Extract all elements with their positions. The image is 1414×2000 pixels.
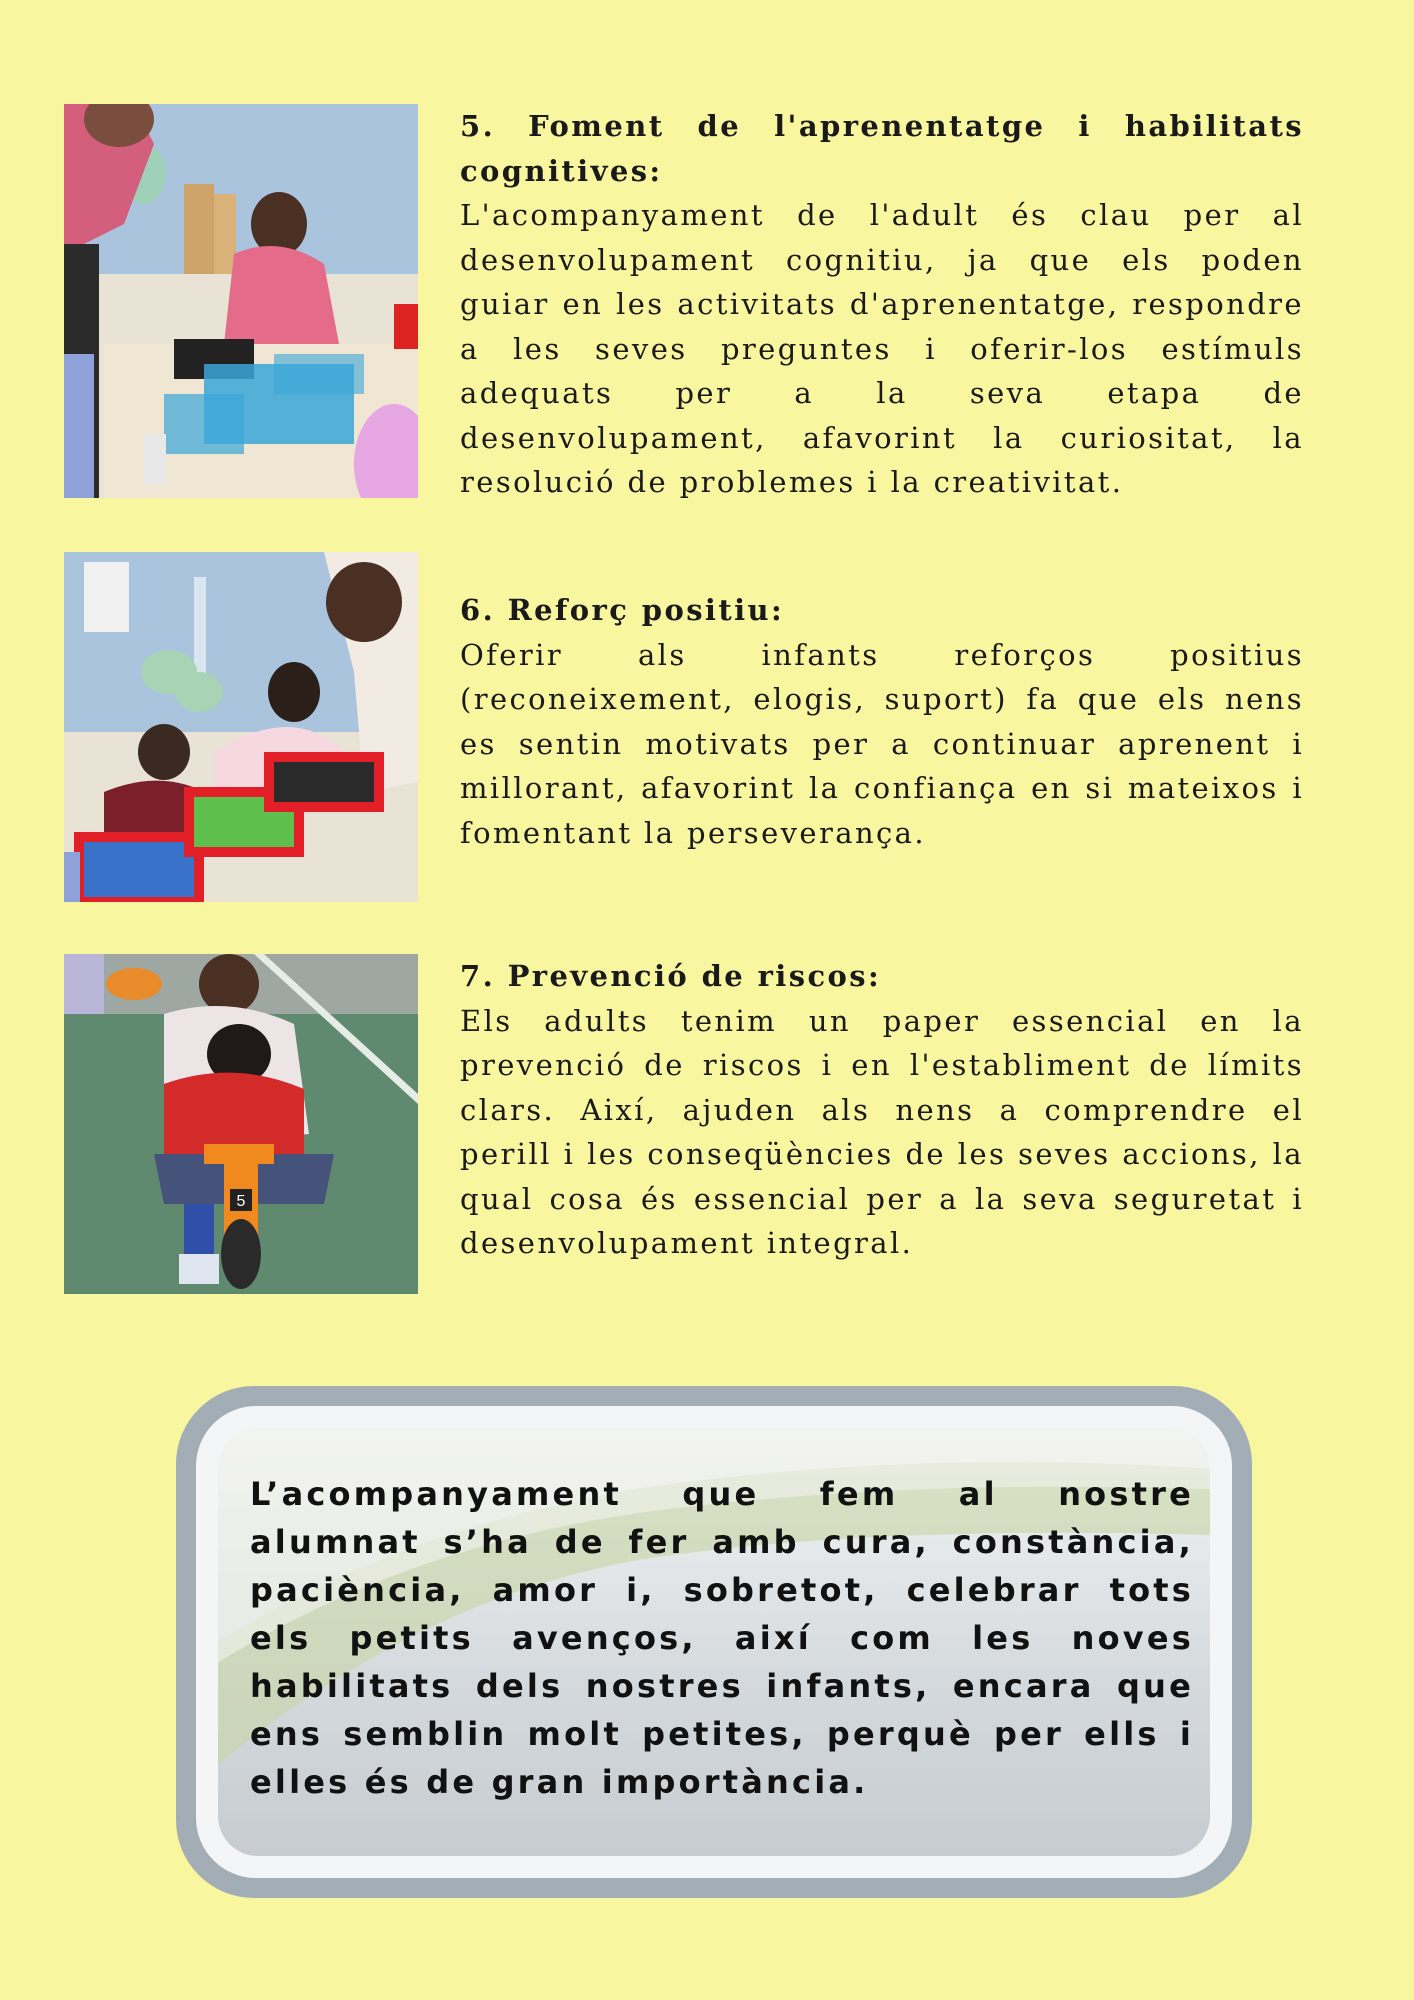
- section-text: [460, 104, 1304, 505]
- section-heading: 7. Prevenció de riscos:: [460, 959, 882, 993]
- photo-children-sorting-trays: [64, 552, 418, 902]
- photo-child-on-bike: [64, 954, 418, 1294]
- section-body: Els adults tenim un paper essencial en la prevenció de riscos i en l'establiment de límits clars. Així, ajuden als nens a comprendre el perill i les conseqüències de les seves accions, la qual cosa és essencial per a la seva seguretat i desenvolupament integral.: [460, 1003, 1304, 1260]
- closing-quote-border: [196, 1406, 1232, 1878]
- section-text: [460, 588, 1304, 855]
- section-cognitive-skills: [64, 104, 1304, 498]
- section-heading: 6. Reforç positiu:: [460, 593, 785, 627]
- closing-quote-text: L’acompanyament que fem al nostre alumnat s’ha de fer amb cura, constància, paciència, amor i, sobretot, celebrar tots els petits avenços, així com les noves habilitats dels nostres infants, encara que ens semblin molt petites, perquè per ells i elles és de gran importància.: [250, 1475, 1194, 1801]
- section-text: [460, 954, 1304, 1266]
- section-positive-reinforcement: [64, 552, 1304, 902]
- section-heading: 5. Foment de l'aprenentatge i habilitats cognitives:: [460, 109, 1304, 188]
- section-body: Oferir als infants reforços positius (reconeixement, elogis, suport) fa que els nens es sentin motivats per a continuar aprenent i millorant, afavorint la confiança en si mateixos i fomentant la perseverança.: [460, 637, 1304, 850]
- closing-quote-frame: [176, 1386, 1252, 1898]
- section-risk-prevention: [64, 954, 1304, 1294]
- bike-number: 5: [236, 1193, 246, 1210]
- section-body: L'acompanyament de l'adult és clau per al desenvolupament cognitiu, ja que els poden guiar en les activitats d'aprenentatge, respondre a les seves preguntes i oferir-los estímuls adequats per a la seva etapa de desenvolupament, afavorint la curiositat, la resolució de problemes i la creativitat.: [460, 198, 1304, 499]
- photo-child-sensory-play: [64, 104, 418, 498]
- closing-quote-panel: [218, 1428, 1210, 1856]
